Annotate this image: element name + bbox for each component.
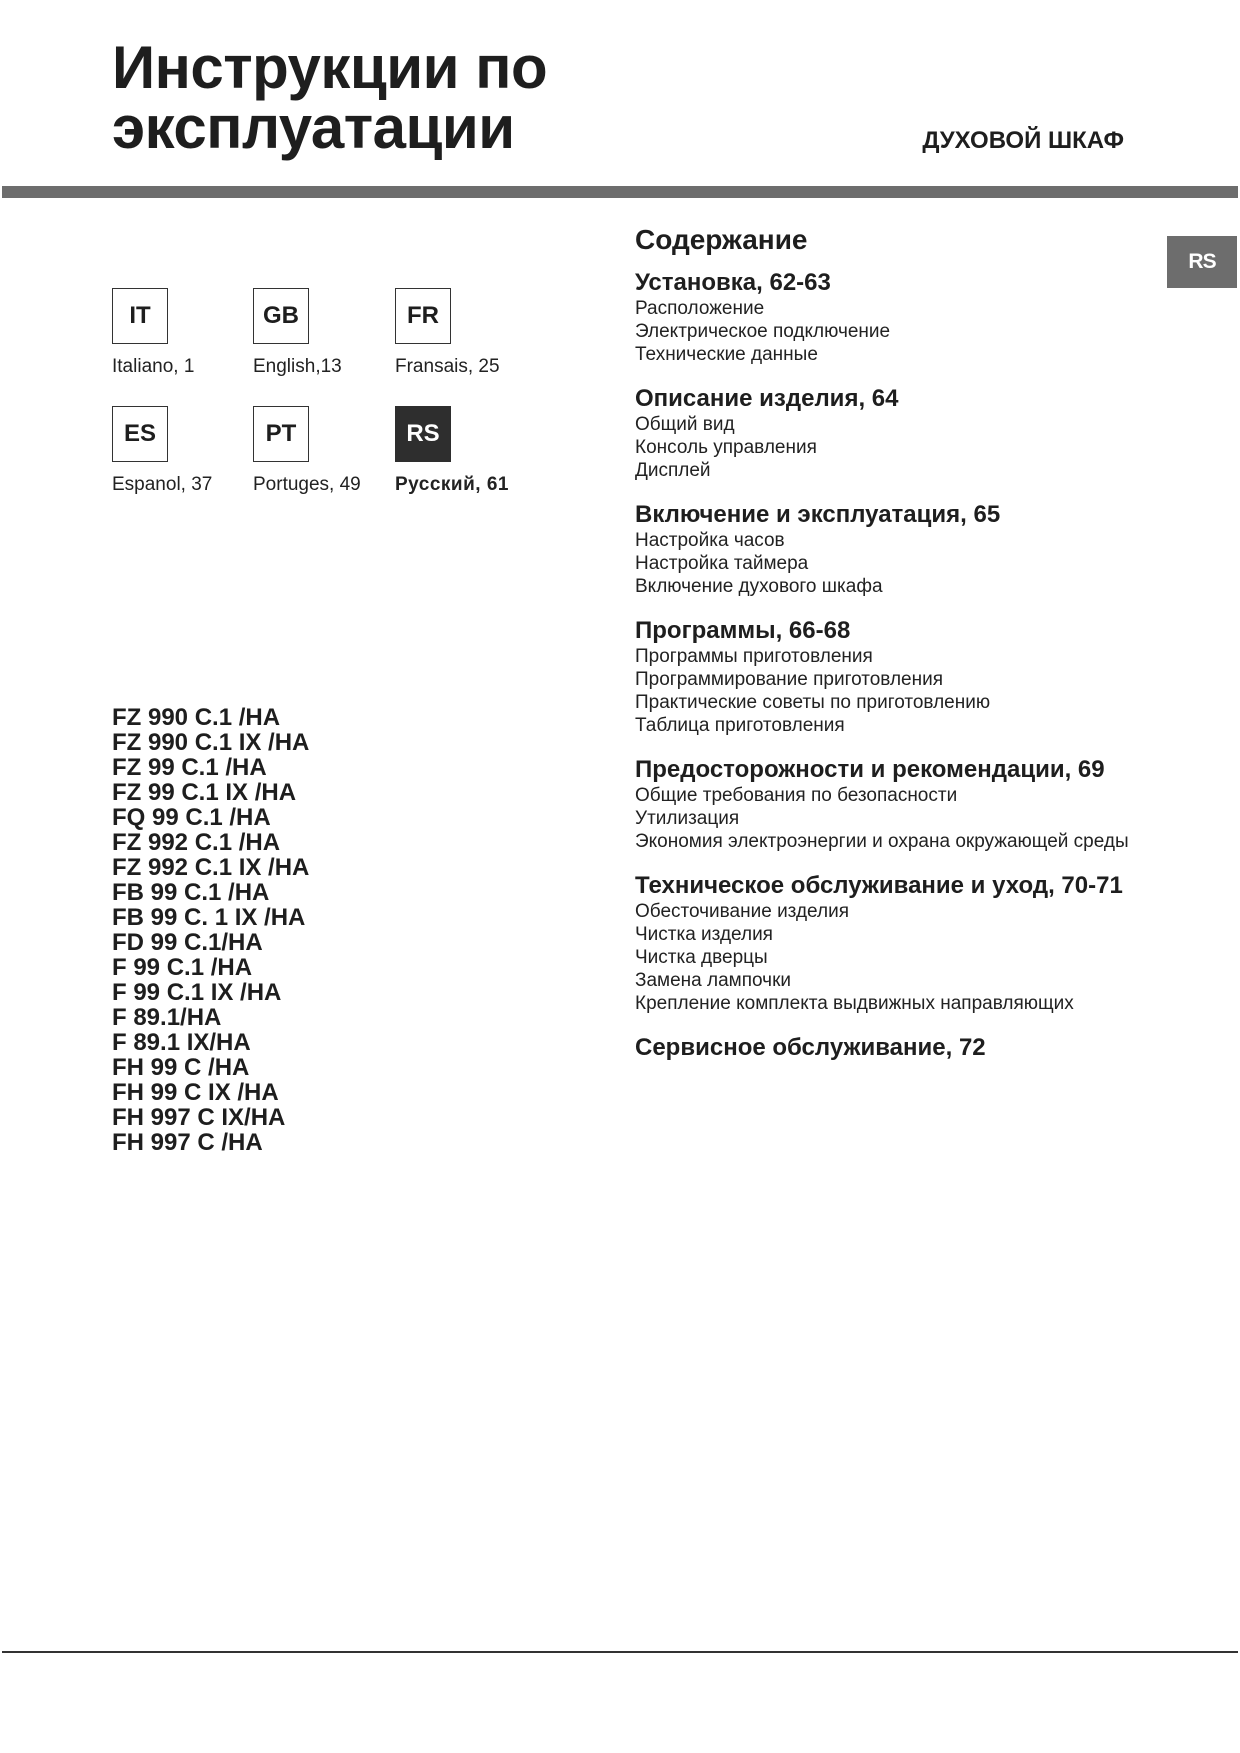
language-code-box: RS [395, 406, 451, 462]
toc-section-title[interactable]: Предосторожности и рекомендации, 69 [635, 756, 1105, 783]
toc-section-title[interactable]: Сервисное обслуживание, 72 [635, 1034, 986, 1061]
toc-subitem[interactable]: Программирование приготовления [635, 669, 944, 690]
toc-section-operation [635, 502, 1135, 598]
model-item: FQ 99 C.1 /HA [112, 804, 271, 831]
header-divider [2, 186, 1238, 198]
language-code-box: IT [112, 288, 168, 344]
toc-subitem[interactable]: Дисплей [635, 460, 711, 481]
toc-subitem[interactable]: Программы приготовления [635, 646, 873, 667]
page-title-line-1: Инструкции по [112, 34, 548, 101]
toc-subitem[interactable]: Чистка дверцы [635, 947, 768, 968]
language-label: Portuges, 49 [253, 474, 361, 495]
toc-subitem[interactable]: Электрическое подключение [635, 321, 891, 342]
toc-heading: Содержание [635, 224, 808, 255]
toc-section-installation [635, 270, 1135, 366]
toc-subitem[interactable]: Обесточивание изделия [635, 901, 849, 922]
model-item: F 99 C.1 /HA [112, 954, 253, 981]
model-item: F 89.1 IX/HA [112, 1029, 251, 1056]
toc-section-title[interactable]: Техническое обслуживание и уход, 70-71 [635, 872, 1123, 899]
toc-subitem[interactable]: Утилизация [635, 808, 740, 829]
toc-subitem[interactable]: Таблица приготовления [635, 715, 845, 736]
toc-subitem[interactable]: Экономия электроэнергии и охрана окружающей среды [635, 831, 1129, 852]
language-label: Русский, 61 [395, 474, 509, 495]
language-code-box: FR [395, 288, 451, 344]
toc-subitem[interactable]: Настройка таймера [635, 553, 809, 574]
model-item: FD 99 C.1/HA [112, 929, 263, 956]
toc-section-programs [635, 618, 1135, 737]
toc-subitem[interactable]: Технические данные [635, 344, 818, 365]
model-item: FZ 990 C.1 IX /HA [112, 729, 310, 756]
model-item: FB 99 C.1 /HA [112, 879, 270, 906]
toc-section-title[interactable]: Включение и эксплуатация, 65 [635, 501, 1001, 528]
model-item: FB 99 C. 1 IX /HA [112, 904, 306, 931]
language-code-box: PT [253, 406, 309, 462]
model-item: F 89.1/HA [112, 1004, 222, 1031]
model-item: F 99 C.1 IX /HA [112, 979, 282, 1006]
language-label: Fransais, 25 [395, 356, 500, 377]
toc-subitem[interactable]: Расположение [635, 298, 765, 319]
page-title [112, 34, 548, 161]
footer-divider [2, 1651, 1238, 1653]
language-side-tab: RS [1167, 236, 1237, 288]
toc-subitem[interactable]: Общий вид [635, 414, 735, 435]
toc-section-maintenance [635, 873, 1135, 1015]
toc-section-title[interactable]: Программы, 66-68 [635, 617, 851, 644]
language-code-box: ES [112, 406, 168, 462]
model-item: FH 997 C /HA [112, 1129, 263, 1156]
page-title-line-2: эксплуатации [112, 94, 515, 161]
toc-subitem[interactable]: Настройка часов [635, 530, 785, 551]
language-code-box: GB [253, 288, 309, 344]
toc-subitem[interactable]: Общие требования по безопасности [635, 785, 958, 806]
toc-subitem[interactable]: Практические советы по приготовлению [635, 692, 991, 713]
toc-section-title[interactable]: Описание изделия, 64 [635, 385, 899, 412]
toc-subitem[interactable]: Замена лампочки [635, 970, 791, 991]
model-item: FZ 99 C.1 IX /HA [112, 779, 297, 806]
language-selector [112, 288, 542, 508]
model-item: FH 99 C IX /HA [112, 1079, 279, 1106]
model-item: FZ 992 C.1 IX /HA [112, 854, 310, 881]
model-item: FH 997 C IX/HA [112, 1104, 286, 1131]
model-item: FZ 992 C.1 /HA [112, 829, 281, 856]
toc-section-service [635, 1035, 1135, 1060]
toc-section-title[interactable]: Установка, 62-63 [635, 269, 831, 296]
toc-subitem[interactable]: Чистка изделия [635, 924, 773, 945]
toc-subitem[interactable]: Включение духового шкафа [635, 576, 883, 597]
language-label: Espanol, 37 [112, 474, 213, 495]
model-list [112, 705, 309, 1155]
toc-subitem[interactable]: Крепление комплекта выдвижных направляющих [635, 993, 1074, 1014]
toc-subitem[interactable]: Консоль управления [635, 437, 817, 458]
toc-section-precautions [635, 757, 1135, 853]
table-of-contents [635, 224, 1135, 1080]
language-item-fr[interactable] [395, 288, 565, 378]
model-item: FZ 99 C.1 /HA [112, 754, 267, 781]
language-label: Italiano, 1 [112, 356, 195, 377]
toc-section-description [635, 386, 1135, 482]
language-label: English,13 [253, 356, 342, 377]
language-item-rs[interactable] [395, 406, 565, 496]
model-item: FZ 990 C.1 /HA [112, 704, 281, 731]
model-item: FH 99 C /HA [112, 1054, 250, 1081]
product-type: ДУХОВОЙ ШКАФ [922, 127, 1124, 154]
